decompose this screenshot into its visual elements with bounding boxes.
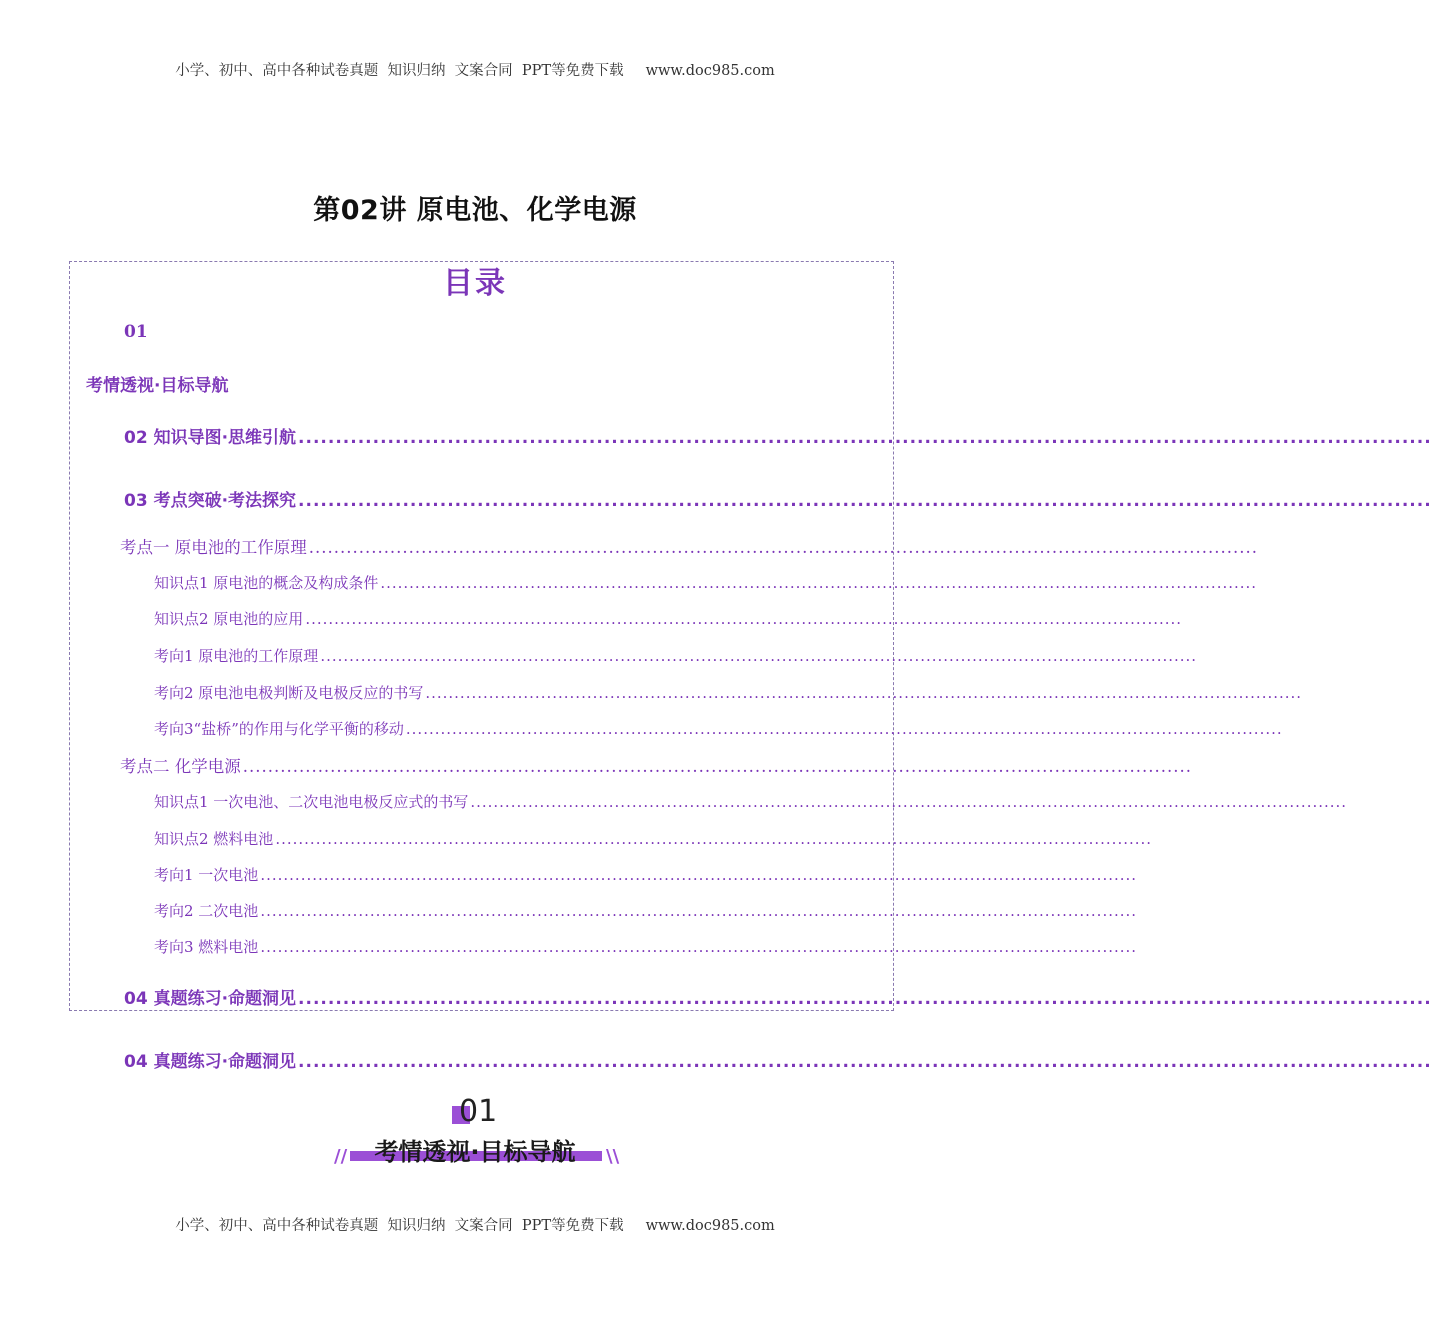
toc-entry-kd1-item[interactable] <box>154 572 1258 593</box>
toc-entry-label: 03 考点突破·考法探究 <box>124 491 297 511</box>
toc-entry-sec02[interactable] <box>124 423 1432 448</box>
toc-entry-label: 考向1 一次电池 <box>154 866 259 884</box>
banner-left-slash-icon: // <box>334 1146 348 1167</box>
toc-leader-dots: ........................................................................................................................................................ <box>380 574 1258 592</box>
toc-leader-dots: ........................................................................................................................................................ <box>260 938 1138 956</box>
toc-sec01-number[interactable]: 01 <box>124 322 148 342</box>
toc-entry-label: 知识点2 原电池的应用 <box>154 610 304 628</box>
toc-entry-label: 04 真题练习·命题洞见 <box>124 989 297 1009</box>
toc-entry-label: 考向3“盐桥”的作用与化学平衡的移动 <box>154 720 404 738</box>
toc-entry-label: 知识点2 燃料电池 <box>154 830 274 848</box>
toc-entry-sec04-outside[interactable] <box>124 1047 1432 1072</box>
header-url[interactable]: www.doc985.com <box>645 63 775 79</box>
footer-text: 小学、初中、高中各种试卷真题 知识归纳 文案合同 PPT等免费下载 <box>175 1218 624 1234</box>
toc-entry-label: 知识点1 一次电池、二次电池电极反应式的书写 <box>154 793 469 811</box>
toc-sec01-label[interactable]: 考情透视·目标导航 <box>86 376 229 396</box>
toc-leader-dots: ........................................................................................................................................................ <box>298 491 1432 511</box>
toc-entry-label: 考向3 燃料电池 <box>154 938 259 956</box>
section-banner-title: 考情透视·目标导航 <box>374 1138 576 1166</box>
toc-entry-sec03[interactable] <box>124 486 1432 511</box>
toc-entry-label: 考点二 化学电源 <box>120 757 241 776</box>
toc-entry-label: 考向1 原电池的工作原理 <box>154 647 319 665</box>
toc-heading: 目录 <box>443 266 507 301</box>
toc-leader-dots: ........................................................................................................................................................ <box>298 428 1432 448</box>
toc-entry-kd2-item[interactable] <box>154 900 1138 921</box>
page-header <box>0 59 950 80</box>
toc-entry-label: 知识点1 原电池的概念及构成条件 <box>154 574 379 592</box>
toc-leader-dots: ........................................................................................................................................................ <box>298 989 1432 1009</box>
page-title: 第02讲 原电池、化学电源 <box>313 195 637 226</box>
toc-entry-label: 04 真题练习·命题洞见 <box>124 1052 297 1072</box>
toc-leader-dots: ........................................................................................................................................................ <box>305 610 1183 628</box>
toc-entry-kd2-item[interactable] <box>154 936 1138 957</box>
toc-leader-dots: ........................................................................................................................................................ <box>260 902 1138 920</box>
toc-entry-kd2-item[interactable] <box>154 791 1348 812</box>
toc-entry-kd1-item[interactable] <box>154 682 1303 703</box>
toc-leader-dots: ........................................................................................................................................................ <box>275 830 1153 848</box>
toc-entry-kd2[interactable] <box>120 753 1192 777</box>
toc-entry-kd1[interactable] <box>120 534 1258 558</box>
toc-entry-kd1-item[interactable] <box>154 608 1183 629</box>
toc-entry-label: 02 知识导图·思维引航 <box>124 428 297 448</box>
toc-entry-kd2-item[interactable] <box>154 828 1153 849</box>
toc-entry-kd2-item[interactable] <box>154 864 1138 885</box>
toc-entry-kd1-item[interactable] <box>154 645 1198 666</box>
toc-leader-dots: ........................................................................................................................................................ <box>308 538 1258 557</box>
toc-entry-sec04[interactable] <box>124 984 1432 1009</box>
header-text: 小学、初中、高中各种试卷真题 知识归纳 文案合同 PPT等免费下载 <box>175 63 624 79</box>
toc-leader-dots: ........................................................................................................................................................ <box>242 757 1192 776</box>
toc-entry-label: 考点一 原电池的工作原理 <box>120 538 307 557</box>
page-footer <box>0 1214 950 1235</box>
toc-entry-label: 考向2 二次电池 <box>154 902 259 920</box>
toc-leader-dots: ........................................................................................................................................................ <box>425 684 1303 702</box>
toc-leader-dots: ........................................................................................................................................................ <box>320 647 1198 665</box>
banner-right-slash-icon: \\ <box>606 1146 620 1167</box>
toc-leader-dots: ........................................................................................................................................................ <box>260 866 1138 884</box>
toc-leader-dots: ........................................................................................................................................................ <box>470 793 1348 811</box>
section-banner-number <box>452 1094 512 1134</box>
toc-entry-kd1-item[interactable] <box>154 718 1283 739</box>
banner-number-text: 01 <box>459 1094 498 1129</box>
toc-leader-dots: ........................................................................................................................................................ <box>298 1052 1432 1072</box>
toc-entry-label: 考向2 原电池电极判断及电极反应的书写 <box>154 684 424 702</box>
footer-url[interactable]: www.doc985.com <box>645 1218 775 1234</box>
toc-leader-dots: ........................................................................................................................................................ <box>405 720 1283 738</box>
